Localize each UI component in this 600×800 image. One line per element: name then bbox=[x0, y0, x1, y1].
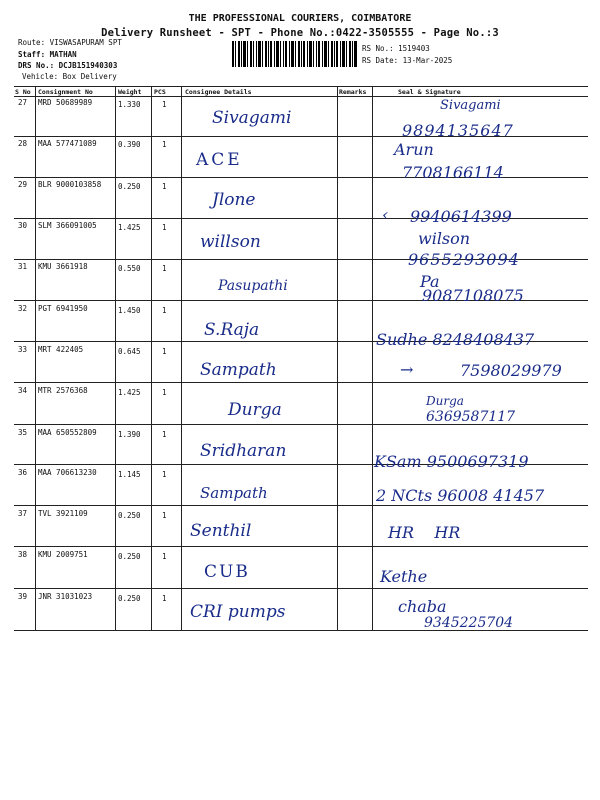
signature-phone: 7708166114 bbox=[402, 163, 504, 182]
row-sno: 35 bbox=[18, 428, 28, 437]
consignee-handwritten: willson bbox=[200, 232, 261, 252]
route-label: Route: VISWASAPURAM SPT bbox=[18, 38, 122, 47]
vehicle-label: Vehicle: Box Delivery bbox=[22, 72, 117, 81]
runsheet-subtitle: Delivery Runsheet - SPT - Phone No.:0422-3505555 - Page No.:3 bbox=[101, 27, 499, 39]
consignee-handwritten: Sampath bbox=[200, 360, 277, 380]
row-sno: 27 bbox=[18, 98, 28, 107]
row-rule bbox=[14, 588, 588, 589]
row-rule bbox=[14, 382, 588, 383]
row-pcs: 1 bbox=[162, 388, 167, 397]
col-header-consignee: Consignee Details bbox=[185, 88, 252, 96]
consignee-handwritten: Senthil bbox=[190, 521, 252, 541]
signature-phone: 9894135647 bbox=[402, 121, 514, 140]
row-weight: 0.250 bbox=[118, 182, 141, 191]
col-header-consignment: Consignment No bbox=[38, 88, 93, 96]
row-consignment-no: MAA 577471089 bbox=[38, 139, 97, 148]
column-divider bbox=[181, 86, 182, 631]
signature-mark-icon: ‹ bbox=[382, 205, 389, 224]
row-consignment-no: TVL 3921109 bbox=[38, 509, 88, 518]
row-consignment-no: KMU 3661918 bbox=[38, 262, 88, 271]
row-weight: 0.250 bbox=[118, 511, 141, 520]
row-weight: 1.390 bbox=[118, 430, 141, 439]
row-pcs: 1 bbox=[162, 552, 167, 561]
row-weight: 1.145 bbox=[118, 470, 141, 479]
row-rule bbox=[14, 546, 588, 547]
company-title: THE PROFESSIONAL COURIERS, COIMBATORE bbox=[188, 13, 412, 24]
signature-handwritten: KSam 9500697319 bbox=[374, 452, 529, 471]
table-header-rule bbox=[14, 96, 588, 97]
row-consignment-no: MAA 650552809 bbox=[38, 428, 97, 437]
row-weight: 1.425 bbox=[118, 223, 141, 232]
row-sno: 34 bbox=[18, 386, 28, 395]
row-pcs: 1 bbox=[162, 306, 167, 315]
row-pcs: 1 bbox=[162, 140, 167, 149]
row-weight: 0.645 bbox=[118, 347, 141, 356]
col-header-remarks: Remarks bbox=[339, 88, 367, 96]
signature-phone: 7598029979 bbox=[460, 361, 562, 380]
column-divider bbox=[115, 86, 116, 631]
signature-phone: 9345225704 bbox=[424, 615, 514, 631]
signature-handwritten: Pa bbox=[420, 272, 440, 291]
row-consignment-no: PGT 6941950 bbox=[38, 304, 88, 313]
row-pcs: 1 bbox=[162, 430, 167, 439]
col-header-seal-signature: Seal & Signature bbox=[398, 88, 461, 96]
row-sno: 33 bbox=[18, 345, 28, 354]
row-consignment-no: KMU 2009751 bbox=[38, 550, 88, 559]
signature-handwritten-extra: Kethe bbox=[380, 567, 428, 586]
signature-phone: 9655293094 bbox=[408, 250, 520, 269]
row-pcs: 1 bbox=[162, 511, 167, 520]
signature-phone: 9087108075 bbox=[422, 286, 524, 305]
row-consignment-no: JNR 31031023 bbox=[38, 592, 93, 601]
consignee-handwritten: Sampath bbox=[200, 484, 268, 502]
row-sno: 28 bbox=[18, 139, 28, 148]
row-consignment-no: MAA 706613230 bbox=[38, 468, 97, 477]
row-pcs: 1 bbox=[162, 594, 167, 603]
row-sno: 37 bbox=[18, 509, 28, 518]
signature-handwritten: Arun bbox=[394, 140, 434, 159]
row-weight: 1.450 bbox=[118, 306, 141, 315]
consignee-handwritten: S.Raja bbox=[204, 320, 260, 340]
row-sno: 30 bbox=[18, 221, 28, 230]
barcode-image bbox=[232, 41, 357, 67]
col-header-pcs: PCS bbox=[154, 88, 166, 96]
consignee-handwritten: Durga bbox=[228, 400, 282, 420]
signature-handwritten: HR HR bbox=[388, 523, 461, 542]
signature-handwritten: Durga bbox=[426, 394, 464, 408]
row-pcs: 1 bbox=[162, 264, 167, 273]
row-weight: 0.250 bbox=[118, 594, 141, 603]
consignee-handwritten: CRI pumps bbox=[190, 602, 286, 622]
row-weight: 0.550 bbox=[118, 264, 141, 273]
row-sno: 31 bbox=[18, 262, 28, 271]
row-weight: 0.250 bbox=[118, 552, 141, 561]
column-divider bbox=[337, 86, 338, 631]
col-header-weight: Weight bbox=[118, 88, 142, 96]
row-pcs: 1 bbox=[162, 223, 167, 232]
row-consignment-no: BLR 9000103858 bbox=[38, 180, 102, 189]
row-sno: 32 bbox=[18, 304, 28, 313]
table-top-rule bbox=[14, 86, 588, 87]
drs-number: DRS No.: DCJB151940303 bbox=[18, 61, 118, 70]
row-weight: 0.390 bbox=[118, 140, 141, 149]
signature-phone: 6369587117 bbox=[426, 409, 516, 425]
row-sno: 29 bbox=[18, 180, 28, 189]
row-rule bbox=[14, 505, 588, 506]
signature-handwritten: Sudhe 8248408437 bbox=[376, 330, 535, 349]
consignee-handwritten: ACE bbox=[196, 150, 243, 170]
signature-handwritten: wilson bbox=[418, 229, 471, 248]
signature-handwritten: 2 NCts 96008 41457 bbox=[376, 486, 545, 505]
row-pcs: 1 bbox=[162, 182, 167, 191]
signature-mark-icon: → bbox=[400, 360, 414, 379]
rs-number: RS No.: 1519403 bbox=[362, 44, 430, 53]
signature-handwritten: chaba bbox=[398, 597, 447, 616]
signature-phone: 9940614399 bbox=[410, 207, 512, 226]
row-consignment-no: SLM 366091005 bbox=[38, 221, 97, 230]
col-header-sno: S No bbox=[15, 88, 31, 96]
rs-date: RS Date: 13-Mar-2025 bbox=[362, 56, 453, 65]
row-pcs: 1 bbox=[162, 347, 167, 356]
row-pcs: 1 bbox=[162, 100, 167, 109]
row-sno: 38 bbox=[18, 550, 28, 559]
row-pcs: 1 bbox=[162, 470, 167, 479]
consignee-handwritten: Jlone bbox=[212, 190, 256, 210]
staff-label: Staff: MATHAN bbox=[18, 50, 77, 59]
row-weight: 1.330 bbox=[118, 100, 141, 109]
consignee-handwritten: Pasupathi bbox=[218, 278, 288, 294]
row-consignment-no: MTR 2576368 bbox=[38, 386, 88, 395]
consignee-handwritten: Sivagami bbox=[212, 108, 292, 128]
column-divider bbox=[372, 86, 373, 631]
row-weight: 1.425 bbox=[118, 388, 141, 397]
row-sno: 39 bbox=[18, 592, 28, 601]
column-divider bbox=[151, 86, 152, 631]
column-divider bbox=[35, 86, 36, 631]
row-consignment-no: MRT 422405 bbox=[38, 345, 84, 354]
consignee-handwritten: Sridharan bbox=[200, 441, 287, 461]
row-consignment-no: MRD 50689989 bbox=[38, 98, 93, 107]
consignee-handwritten: CUB bbox=[204, 562, 250, 582]
signature-handwritten: Sivagami bbox=[440, 98, 501, 113]
row-sno: 36 bbox=[18, 468, 28, 477]
